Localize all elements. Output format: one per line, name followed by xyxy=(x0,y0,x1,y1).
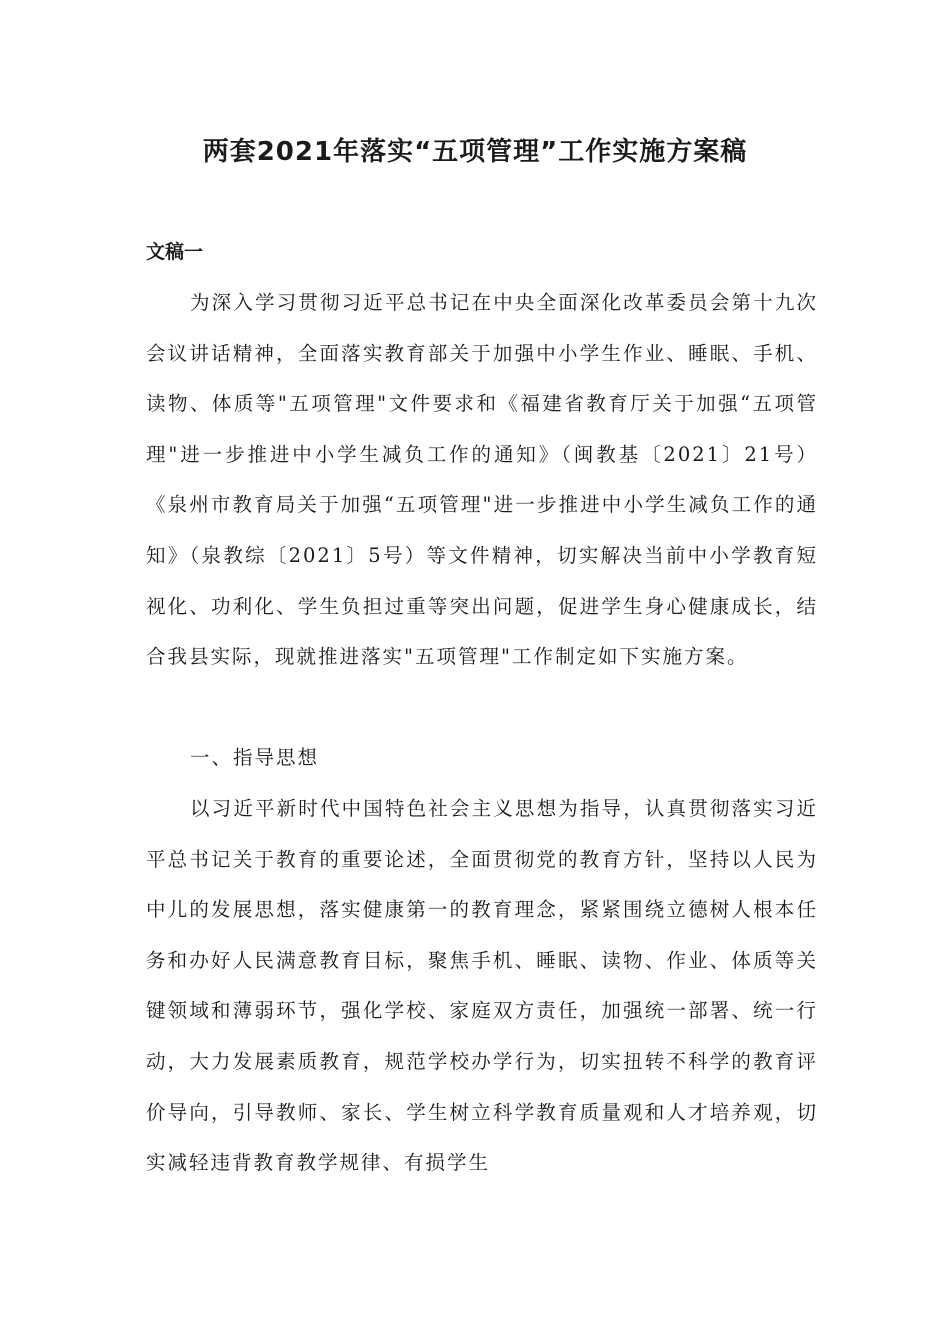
body-paragraph: 为深入学习贯彻习近平总书记在中央全面深化改革委员会第十九次会议讲话精神，全面落实教育部关于加强中小学生作业、睡眠、手机、读物、体质等"五项管理"文件要求和《福建省教育厅关于加强“五项管理"进一步推进中小学生减负工作的通知》（闽教基〔2021〕21号）《泉州市教育局关于加强“五项管理"进一步推进中小学生减负工作的通知》（泉教综〔2021〕5号）等文件精神，切实解决当前中小学教育短视化、功利化、学生负担过重等突出问题，促进学生身心健康成长，结合我县实际，现就推进落实"五项管理"工作制定如下实施方案。 xyxy=(146,291,818,669)
body-paragraph: 以习近平新时代中国特色社会主义思想为指导，认真贯彻落实习近平总书记关于教育的重要论述，全面贯彻党的教育方针，坚持以人民为中儿的发展思想，落实健康第一的教育理念，紧紧围绕立德树人根本任务和办好人民满意教育目标，聚焦手机、睡眠、读物、作业、体质等关键领域和薄弱环节，强化学校、家庭双方责任，加强统一部署、统一行动，大力发展素质教育，规范学校办学行为，切实扭转不科学的教育评价导向，引导教师、家长、学生树立科学教育质量观和人才培养观，切实减轻违背教育教学规律、有损学生 xyxy=(146,797,818,1175)
section-heading: 一、指导思想 xyxy=(190,746,320,769)
document-title: 两套2021年落实“五项管理”工作实施方案稿 xyxy=(202,137,748,167)
section-label: 文稿一 xyxy=(146,241,204,263)
